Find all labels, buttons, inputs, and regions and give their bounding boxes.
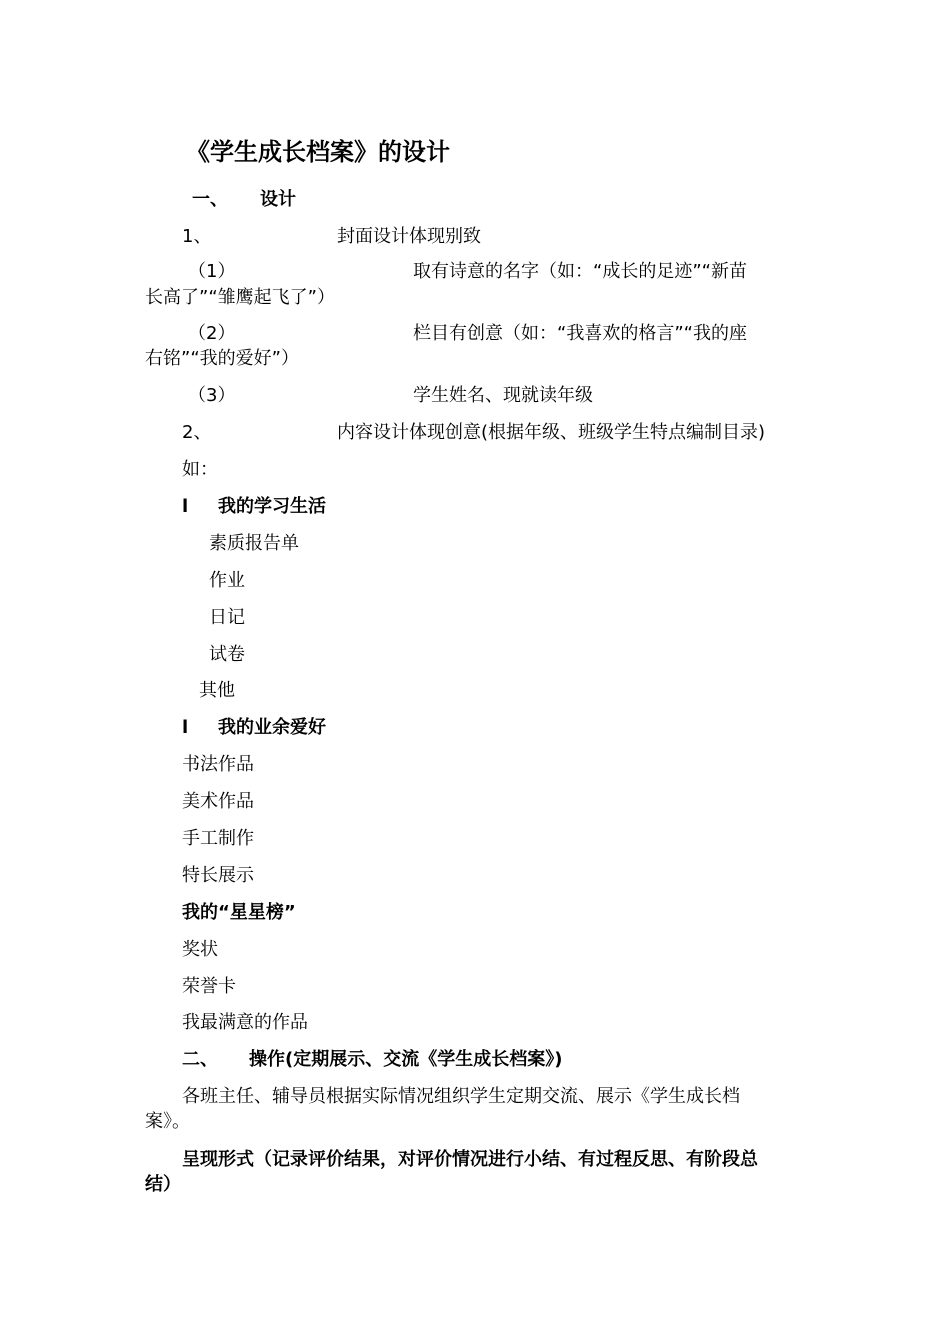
paragraph-line: 案》。 [145,1111,190,1132]
point-1-continuation: 长高了”“雏鹰起飞了”） [145,287,335,308]
section-one-number: 一、 [192,189,228,210]
document-title: 《学生成长档案》的设计 [186,138,450,166]
list-item: 奖状 [182,939,218,960]
list-item: 日记 [209,607,245,628]
point-2-text: 栏目有创意（如：“我喜欢的格言”“我的座 [413,323,747,344]
format-line: 呈现形式（记录评价结果，对评价情况进行小结、有过程反思、有阶段总 [182,1149,758,1170]
format-line: 结） [145,1174,181,1195]
point-2-continuation: 右铭”“我的爱好”） [145,348,299,369]
list-item: 素质报告单 [209,533,299,554]
point-2-number: （2） [188,323,236,344]
group-3-heading: 我的“星星榜” [182,902,296,923]
group-2-heading: 我的业余爱好 [218,717,326,738]
list-item: 美术作品 [182,791,254,812]
list-item: 荣誉卡 [182,976,236,997]
item-1-text: 封面设计体现别致 [337,226,481,247]
example-label: 如： [182,459,218,480]
item-2-text: 内容设计体现创意(根据年级、班级学生特点编制目录) [337,422,766,443]
section-two-heading: 操作(定期展示、交流《学生成长档案》) [249,1049,563,1070]
bullet-marker: l [182,496,189,517]
list-item: 手工制作 [182,828,254,849]
list-item: 作业 [209,570,245,591]
list-item: 特长展示 [182,865,254,886]
point-3-number: （3） [188,385,236,406]
group-1-heading: 我的学习生活 [218,496,326,517]
list-item: 其他 [199,680,235,701]
list-item: 试卷 [209,644,245,665]
point-3-text: 学生姓名、现就读年级 [413,385,593,406]
list-item: 书法作品 [182,754,254,775]
section-two-number: 二、 [182,1049,218,1070]
paragraph-line: 各班主任、辅导员根据实际情况组织学生定期交流、展示《学生成长档 [182,1086,740,1107]
point-1-text: 取有诗意的名字（如：“成长的足迹”“新苗 [413,261,747,282]
list-item: 我最满意的作品 [182,1012,308,1033]
item-1-number: 1、 [182,226,212,247]
point-1-number: （1） [188,261,236,282]
section-one-heading: 设计 [260,189,296,210]
bullet-marker: l [182,717,189,738]
item-2-number: 2、 [182,422,212,443]
